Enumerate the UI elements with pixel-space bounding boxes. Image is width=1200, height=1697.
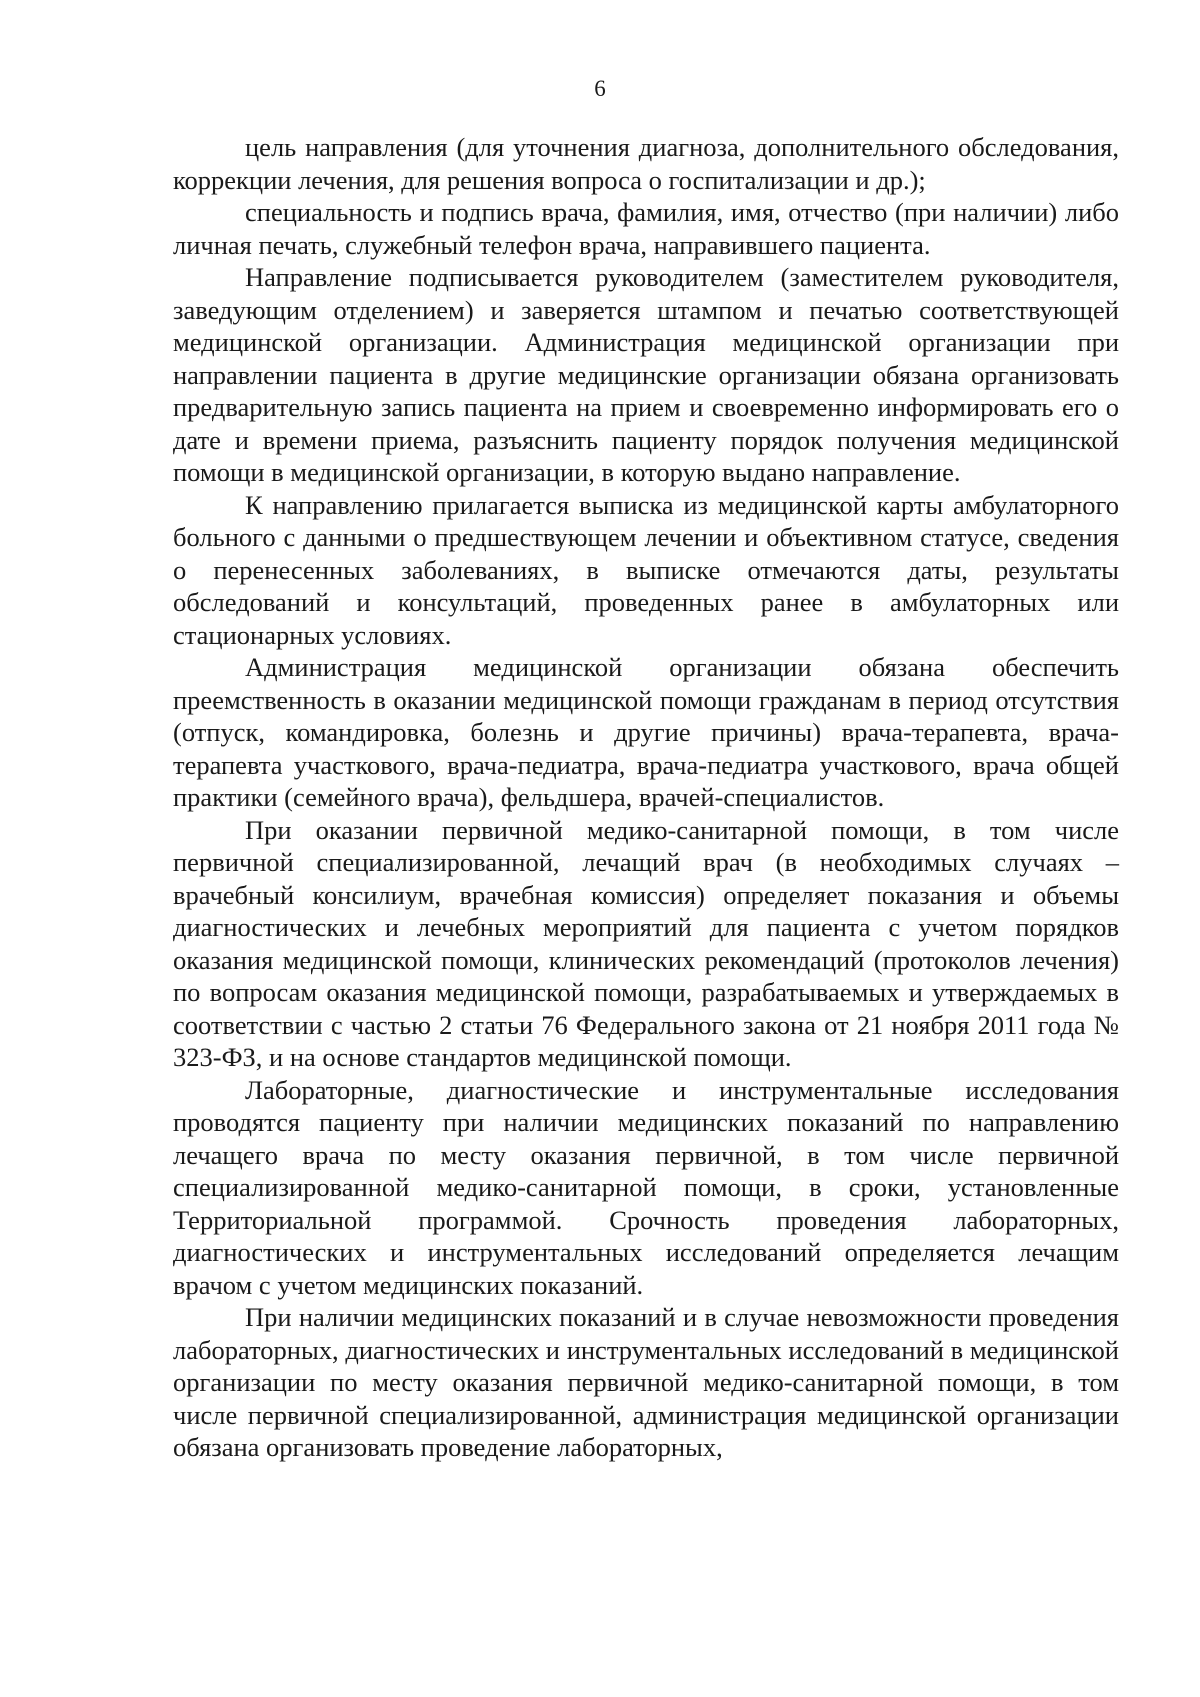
paragraph-referral-signing: Направление подписывается руководителем (заместителем руководителя, заведующим отделением) и заверяется штампом и печатью соответствующей медицинской организации. Администрация медицинской организации при направлении пациента в другие медицинские организации обязана организовать предварительную запись пациента на прием и своевременно информировать его о дате и времени приема, разъяснить пациенту порядок получения медицинской помощи в медицинской организации, в которую выдано направление. <box>173 262 1119 487</box>
paragraph-primary-care-indications: При оказании первичной медико-санитарной помощи, в том числе первичной специализированной, лечащий врач (в необходимых случаях – врачебный консилиум, врачебная комиссия) определяет показания и объемы диагностических и лечебных мероприятий для пациента с учетом порядков оказания медицинской помощи, клинических рекомендаций (протоколов лечения) по вопросам оказания медицинской помощи, разрабатываемых и утверждаемых в соответствии с частью 2 статьи 76 Федерального закона от 21 ноября 2011 года № 323-ФЗ, и на основе стандартов медицинской помощи. <box>173 814 1119 1072</box>
paragraph-doctor-signature: специальность и подпись врача, фамилия, имя, отчество (при наличии) либо личная печать, служебный телефон врача, направившего пациента. <box>173 197 1119 260</box>
paragraph-medical-extract: К направлению прилагается выписка из медицинской карты амбулаторного больного с данными о предшествующем лечении и объективном статусе, сведения о перенесенных заболеваниях, в выписке отмечаются даты, результаты обследований и консультаций, проведенных ранее в амбулаторных или стационарных условиях. <box>173 489 1119 650</box>
paragraph-studies-elsewhere: При наличии медицинских показаний и в случае невозможности проведения лабораторных, диагностических и инструментальных исследований в медицинской организации по месту оказания первичной медико-санитарной помощи, в том числе первичной специализированной, администрация медицинской организации обязана организовать проведение лабораторных, <box>173 1302 1119 1462</box>
document-body <box>173 131 1119 1464</box>
paragraph-continuity-of-care: Администрация медицинской организации обязана обеспечить преемственность в оказании медицинской помощи гражданам в период отсутствия (отпуск, командировка, болезнь и другие причины) врача-терапевта, врача-терапевта участкового, врача-педиатра, врача-педиатра участкового, врача общей практики (семейного врача), фельдшера, врачей-специалистов. <box>173 652 1119 812</box>
page-number: 6 <box>594 76 606 101</box>
paragraph-laboratory-studies: Лабораторные, диагностические и инструментальные исследования проводятся пациенту при наличии медицинских показаний по направлению лечащего врача по месту оказания первичной, в том числе первичной специализированной медико-санитарной помощи, в сроки, установленные Территориальной программой. Срочность проведения лабораторных, диагностических и инструментальных исследований определяется лечащим врачом с учетом медицинских показаний. <box>173 1074 1119 1300</box>
paragraph-referral-purpose: цель направления (для уточнения диагноза, дополнительного обследования, коррекции лечения, для решения вопроса о госпитализации и др.); <box>173 132 1119 195</box>
